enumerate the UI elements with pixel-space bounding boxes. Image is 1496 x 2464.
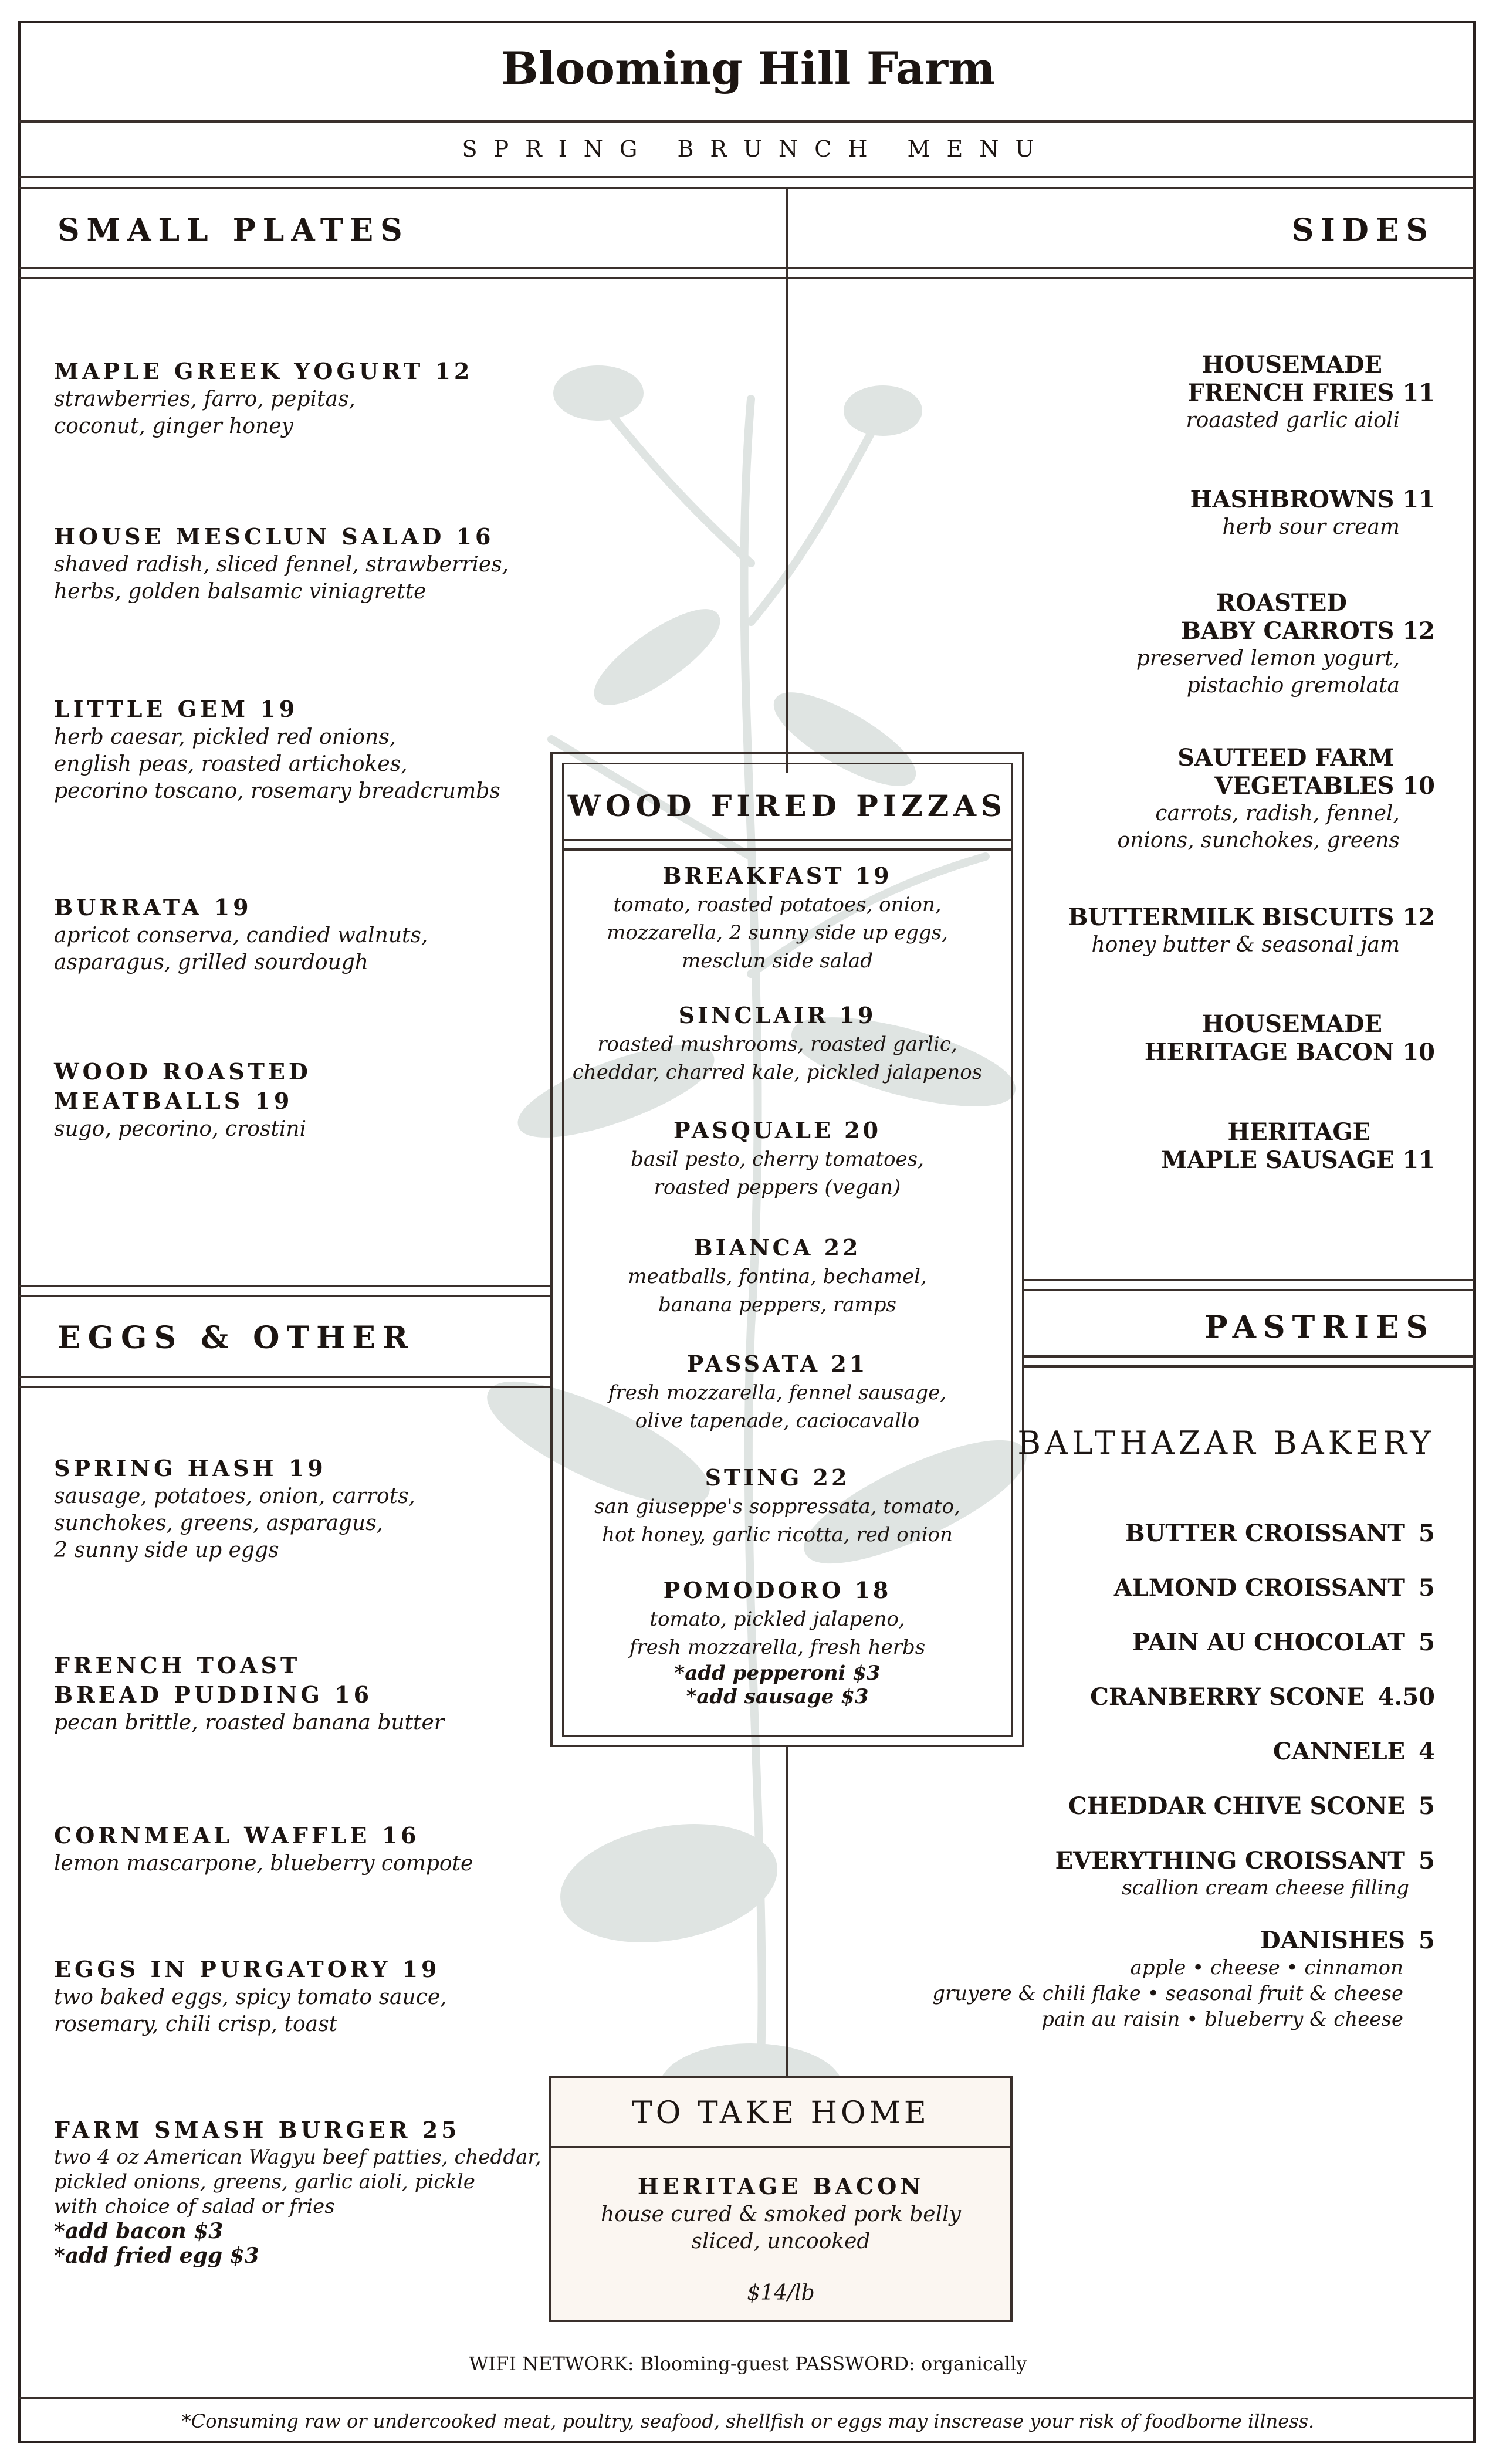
item-description: pain au raisin • blueberry & cheese [1041,2008,1403,2031]
item-name: DANISHES [1260,1927,1406,1954]
item-description: house cured & smoked pork belly [601,2202,961,2226]
item-name: PAIN AU CHOCOLAT [1132,1629,1406,1656]
divider [19,1295,550,1297]
item-name: WOOD ROASTED [54,1058,312,1085]
item-name: HASHBROWNS 11 [1190,486,1435,513]
item-description: meatballs, fontina, bechamel, [628,1265,927,1288]
item-name: CRANBERRY SCONE [1090,1683,1365,1711]
restaurant-title: Blooming Hill Farm [500,42,996,94]
item-description: mesclun side salad [682,949,873,973]
item-name: MAPLE GREEK YOGURT 12 [54,358,473,384]
take-home-box [549,2076,1013,2322]
divider [562,848,1013,851]
menu-subtitle: SPRING BRUNCH MENU [462,136,1051,162]
menu-item [54,357,523,440]
item-description: tomato, pickled jalapeno, [649,1607,905,1631]
take-home-item [551,2172,1010,2307]
item-description: roasted peppers (vegan) [654,1176,901,1199]
divider [19,2397,1474,2399]
divider [19,277,1474,279]
item-description: two 4 oz American Wagyu beef patties, cheddar, [54,2145,541,2169]
item-description: 2 sunny side up eggs [54,1538,279,1562]
divider [1024,1355,1474,1358]
item-description: banana peppers, ramps [658,1293,896,1316]
item-name: PASSATA 21 [686,1351,868,1377]
item-description: cheddar, charred kale, pickled jalapenos [572,1061,983,1084]
side-item [1024,903,1435,959]
menu-item [54,695,523,805]
item-name: HERITAGE BACON 10 [1144,1038,1435,1066]
item-name: EGGS IN PURGATORY 19 [54,1956,441,1982]
item-description: with choice of salad or fries [54,2195,335,2218]
item-name: BREAD PUDDING 16 [54,1681,373,1708]
add-on: *add fried egg $3 [54,2243,259,2268]
item-name: LITTLE GEM 19 [54,696,299,722]
pizzas-heading: WOOD FIRED PIZZAS [567,788,1007,823]
pizza-item [551,1463,1003,1549]
item-name: ROASTED [1216,589,1347,617]
item-name: BREAKFAST 19 [662,862,892,889]
pizza-item [551,1349,1003,1435]
wifi-info: WIFI NETWORK: Blooming-guest PASSWORD: organically [469,2353,1027,2375]
item-description: sugo, pecorino, crostini [54,1117,307,1141]
item-description: basil pesto, cherry tomatoes, [631,1148,924,1171]
item-name: BIANCA 22 [693,1234,861,1261]
item-description: english peas, roasted artichokes, [54,752,408,776]
item-description: gruyere & chili flake • seasonal fruit & cheese [932,1982,1403,2005]
item-description: apricot conserva, candied walnuts, [54,923,428,947]
pastries-heading: PASTRIES [1204,1309,1435,1345]
item-description: sliced, uncooked [691,2229,871,2253]
health-notice: *Consuming raw or undercooked meat, poultry, seafood, shellfish or eggs may inscrease your risk of foodborne illness. [181,2410,1315,2432]
pizza-item [551,1116,1003,1201]
divider [562,839,1013,841]
item-description: tomato, roasted potatoes, onion, [613,893,942,916]
sides-heading: SIDES [1291,212,1435,248]
divider [19,187,1474,189]
item-description: coconut, ginger honey [54,414,293,438]
item-price: 5 [1419,1629,1435,1656]
item-description: olive tapenade, caciocavallo [635,1409,920,1433]
pizza-item [551,1576,1003,1708]
menu-item [54,1651,523,1737]
item-name: POMODORO 18 [663,1577,892,1603]
item-description: rosemary, chili crisp, toast [54,2012,338,2036]
item-description: sausage, potatoes, onion, carrots, [54,1484,415,1508]
item-description: herb sour cream [1222,515,1400,539]
side-item [1024,744,1435,854]
item-description: fresh mozzarella, fresh herbs [629,1636,926,1659]
item-name: SAUTEED FARM [1177,744,1394,771]
small-plates-heading: SMALL PLATES [57,212,409,248]
item-description: sunchokes, greens, asparagus, [54,1511,384,1535]
item-description: strawberries, farro, pepitas, [54,387,356,411]
divider [19,1376,550,1378]
item-name: HOUSEMADE [1201,351,1382,378]
item-description: roaasted garlic aioli [1186,408,1400,432]
item-name: EVERYTHING CROISSANT [1055,1847,1406,1874]
item-name: MAPLE SAUSAGE 11 [1161,1146,1435,1174]
side-item [1024,1118,1435,1175]
item-description: pecan brittle, roasted banana butter [54,1711,445,1735]
menu-item [54,1454,523,1564]
pastry-item [1132,1629,1435,1657]
pastry-item [1055,1847,1435,1901]
item-name: CANNELE [1272,1738,1406,1765]
pastry-item [932,1927,1435,2032]
item-name: FARM SMASH BURGER 25 [54,2117,461,2143]
item-price: 5 [1419,1519,1435,1547]
item-description: herbs, golden balsamic viniagrette [54,580,427,604]
menu-item [54,1955,523,2038]
divider [1024,1279,1474,1281]
item-description: lemon mascarpone, blueberry compote [54,1852,473,1876]
item-name: FRENCH FRIES 11 [1187,379,1435,407]
menu-item [54,522,523,605]
item-description: onions, sunchokes, greens [1117,828,1400,852]
item-price: 4 [1419,1738,1435,1765]
item-name: BUTTERMILK BISCUITS 12 [1068,903,1435,931]
pastry-item [1090,1683,1435,1711]
add-on: *add bacon $3 [54,2219,224,2243]
eggs-heading: EGGS & OTHER [57,1320,415,1356]
divider [19,1285,550,1287]
side-item [1024,486,1435,541]
item-name: PASQUALE 20 [673,1117,882,1143]
divider [19,176,1474,178]
item-description: scallion cream cheese filling [1122,1876,1409,1900]
pastry-item [1273,1738,1435,1766]
item-description: shaved radish, sliced fennel, strawberries, [54,553,509,577]
item-description: pistachio gremolata [1186,673,1400,698]
side-item [1024,351,1435,434]
pizza-item [551,861,1003,975]
item-description: mozzarella, 2 sunny side up eggs, [607,921,948,945]
item-description: pecorino toscano, rosemary breadcrumbs [54,779,500,803]
item-name: BURRATA 19 [54,894,252,920]
item-name: HOUSEMADE [1201,1010,1382,1038]
item-name: MEATBALLS 19 [54,1088,293,1114]
side-item [1024,1010,1435,1067]
bakery-name: BALTHAZAR BAKERY [1017,1424,1435,1461]
item-name: STING 22 [705,1464,850,1491]
add-on: *add sausage $3 [686,1685,869,1708]
divider [1024,1365,1474,1368]
divider [19,1386,550,1388]
pastry-item [1114,1574,1435,1602]
item-description: preserved lemon yogurt, [1136,647,1400,671]
item-description: pickled onions, greens, garlic aioli, pickle [54,2170,475,2194]
item-name: BUTTER CROISSANT [1125,1519,1406,1547]
item-name: SPRING HASH 19 [54,1455,327,1481]
item-description: asparagus, grilled sourdough [54,950,368,974]
item-name: CHEDDAR CHIVE SCONE [1068,1792,1406,1820]
item-price: $14/lb [747,2281,815,2305]
add-on: *add pepperoni $3 [674,1661,881,1685]
item-name: BABY CARROTS 12 [1181,617,1435,645]
menu-item [54,1057,523,1143]
item-name: HERITAGE BACON [637,2173,925,2199]
item-price: 5 [1419,1847,1435,1874]
item-description: fresh mozzarella, fennel sausage, [608,1381,947,1404]
pastry-item [1068,1792,1435,1820]
item-description: san giuseppe's soppressata, tomato, [594,1495,960,1518]
center-rule [786,1747,788,2076]
item-description: carrots, radish, fennel, [1155,801,1400,825]
item-name: HERITAGE [1227,1118,1370,1146]
item-price: 5 [1419,1927,1435,1954]
pastry-item [1125,1519,1435,1548]
pizza-item [551,1233,1003,1319]
item-price: 5 [1419,1792,1435,1820]
item-description: herb caesar, pickled red onions, [54,725,397,749]
item-price: 5 [1419,1574,1435,1602]
item-description: roasted mushrooms, roasted garlic, [597,1033,957,1056]
divider [19,120,1474,123]
side-item [1024,589,1435,699]
take-home-heading: TO TAKE HOME [551,2078,1010,2148]
item-name: HOUSE MESCLUN SALAD 16 [54,523,495,550]
item-description: two baked eggs, spicy tomato sauce, [54,1985,447,2009]
menu-item [54,2116,547,2268]
item-price: 4.50 [1377,1683,1435,1711]
pizza-item [551,1001,1003,1087]
item-name: VEGETABLES 10 [1214,772,1435,800]
divider [19,267,1474,269]
item-description: apple • cheese • cinnamon [1130,1956,1403,1979]
item-name: CORNMEAL WAFFLE 16 [54,1822,420,1849]
item-name: FRENCH TOAST [54,1652,301,1678]
menu-item [54,1821,523,1877]
item-name: ALMOND CROISSANT [1113,1574,1406,1602]
item-name: SINCLAIR 19 [678,1002,876,1028]
menu-item [54,893,523,976]
item-description: hot honey, garlic ricotta, red onion [602,1523,953,1546]
center-rule [786,187,788,773]
item-description: honey butter & seasonal jam [1091,933,1400,957]
divider [1024,1289,1474,1291]
